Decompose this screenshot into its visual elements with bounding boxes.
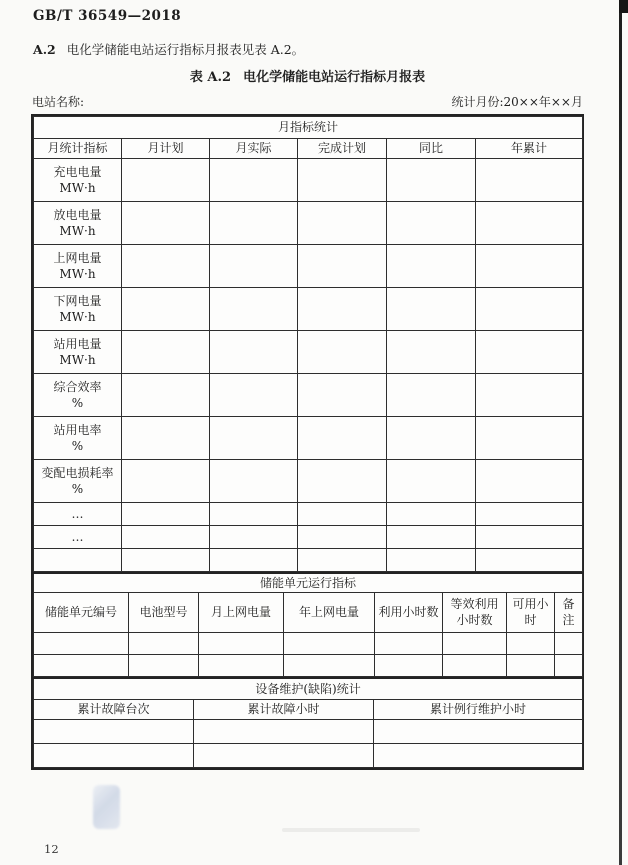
empty-cell	[387, 288, 476, 331]
column-header: 月统计指标	[34, 139, 122, 159]
table-row	[34, 417, 583, 460]
column-header	[443, 592, 507, 632]
maintenance-table	[33, 677, 583, 769]
table-row	[34, 526, 583, 549]
table-row	[34, 460, 583, 503]
empty-cell	[34, 632, 129, 654]
empty-cell	[129, 632, 199, 654]
empty-cell	[298, 288, 387, 331]
ellipsis-cell: …	[34, 503, 122, 526]
empty-cell	[298, 526, 387, 549]
indicator-label: 综合效率	[53, 379, 102, 394]
empty-cell	[555, 654, 583, 676]
empty-cell	[284, 632, 375, 654]
empty-cell	[210, 245, 298, 288]
clause-number: A.2	[33, 42, 56, 57]
column-header: 月实际	[210, 139, 298, 159]
indicator-cell	[34, 202, 122, 245]
empty-cell	[210, 331, 298, 374]
header-row	[34, 592, 583, 632]
empty-cell	[129, 654, 199, 676]
empty-cell	[298, 202, 387, 245]
empty-cell	[298, 460, 387, 503]
indicator-cell	[34, 288, 122, 331]
indicator-cell	[34, 374, 122, 417]
table-row	[34, 549, 583, 572]
empty-cell	[298, 159, 387, 202]
column-header: 累计故障台次	[34, 700, 194, 720]
empty-cell	[122, 374, 210, 417]
indicator-label: 站用电率	[53, 422, 102, 437]
empty-cell	[476, 202, 583, 245]
table-row	[34, 245, 583, 288]
empty-cell	[122, 460, 210, 503]
empty-cell	[194, 744, 374, 768]
indicator-unit: %	[71, 396, 84, 410]
header-row	[34, 139, 583, 159]
column-header: 利用小时数	[375, 592, 443, 632]
empty-cell	[199, 632, 284, 654]
empty-cell	[387, 245, 476, 288]
empty-cell	[476, 159, 583, 202]
empty-cell	[210, 526, 298, 549]
empty-cell	[387, 374, 476, 417]
indicator-label: 变配电损耗率	[41, 465, 114, 480]
clause-line	[33, 40, 304, 58]
indicator-label: 放电电量	[53, 207, 102, 222]
empty-cell	[374, 720, 583, 744]
column-header: 累计例行维护小时	[374, 700, 583, 720]
header-row	[34, 700, 583, 720]
table-row	[34, 744, 583, 768]
empty-cell	[476, 549, 583, 572]
column-header: 储能单元编号	[34, 592, 129, 632]
empty-cell	[34, 549, 122, 572]
column-header: 年累计	[476, 139, 583, 159]
empty-cell	[122, 331, 210, 374]
empty-cell	[34, 744, 194, 768]
empty-cell	[210, 374, 298, 417]
empty-cell	[476, 503, 583, 526]
empty-cell	[387, 417, 476, 460]
empty-cell	[122, 202, 210, 245]
empty-cell	[387, 159, 476, 202]
empty-cell	[122, 288, 210, 331]
table-caption	[32, 66, 583, 85]
empty-cell	[555, 632, 583, 654]
indicator-label: 上网电量	[53, 250, 102, 265]
empty-cell	[122, 245, 210, 288]
empty-cell	[375, 654, 443, 676]
column-header: 月上网电量	[199, 592, 284, 632]
column-header-text: 等效利用小时数	[450, 596, 499, 627]
empty-cell	[476, 526, 583, 549]
section-title-row	[34, 678, 583, 700]
empty-cell	[199, 654, 284, 676]
empty-cell	[507, 654, 555, 676]
scan-artifact-corner	[619, 0, 628, 13]
scan-smudge	[282, 828, 420, 832]
empty-cell	[443, 632, 507, 654]
indicator-cell	[34, 159, 122, 202]
indicator-unit: MW·h	[59, 224, 96, 238]
empty-cell	[210, 288, 298, 331]
storage-unit-table	[33, 572, 583, 677]
indicator-unit: MW·h	[59, 353, 96, 367]
empty-cell	[476, 331, 583, 374]
empty-cell	[375, 632, 443, 654]
empty-cell	[298, 417, 387, 460]
empty-cell	[443, 654, 507, 676]
indicator-unit: %	[71, 482, 84, 496]
ellipsis-cell: …	[34, 526, 122, 549]
empty-cell	[387, 202, 476, 245]
empty-cell	[476, 288, 583, 331]
column-header: 可用小时	[507, 592, 555, 632]
empty-cell	[210, 159, 298, 202]
column-header: 完成计划	[298, 139, 387, 159]
indicator-unit: %	[71, 439, 84, 453]
empty-cell	[122, 549, 210, 572]
section-title-row	[34, 573, 583, 592]
column-header: 备注	[555, 592, 583, 632]
section-title: 月指标统计	[34, 117, 583, 139]
empty-cell	[210, 503, 298, 526]
station-name-label: 电站名称:	[32, 95, 85, 109]
empty-cell	[476, 374, 583, 417]
table-caption-number: 表 A.2	[189, 70, 232, 85]
column-header: 同比	[387, 139, 476, 159]
indicator-cell	[34, 460, 122, 503]
clause-text: 电化学储能电站运行指标月报表见表 A.2。	[66, 42, 305, 57]
indicator-label: 充电电量	[53, 164, 102, 179]
monthly-indicators-table	[33, 116, 583, 572]
empty-cell	[298, 549, 387, 572]
column-header: 年上网电量	[284, 592, 375, 632]
empty-cell	[387, 460, 476, 503]
empty-cell	[122, 503, 210, 526]
section-title: 设备维护(缺陷)统计	[34, 678, 583, 700]
doc-code: GB/T 36549—2018	[33, 8, 182, 24]
empty-cell	[298, 331, 387, 374]
empty-cell	[507, 632, 555, 654]
table-meta-row	[32, 93, 583, 110]
table-caption-title: 电化学储能电站运行指标月报表	[243, 70, 426, 85]
table-row	[34, 374, 583, 417]
empty-cell	[298, 503, 387, 526]
indicator-unit: MW·h	[59, 181, 96, 195]
section-title: 储能单元运行指标	[34, 573, 583, 592]
empty-cell	[476, 460, 583, 503]
indicator-label: 站用电量	[53, 336, 102, 351]
empty-cell	[210, 417, 298, 460]
empty-cell	[387, 526, 476, 549]
empty-cell	[476, 417, 583, 460]
table-row	[34, 159, 583, 202]
stat-month-label: 统计月份:20××年××月	[451, 95, 583, 109]
empty-cell	[210, 202, 298, 245]
table-row	[34, 503, 583, 526]
indicator-label: 下网电量	[53, 293, 102, 308]
column-header: 电池型号	[129, 592, 199, 632]
empty-cell	[374, 744, 583, 768]
indicator-cell	[34, 331, 122, 374]
empty-cell	[298, 245, 387, 288]
scan-watermark-blob	[93, 785, 120, 829]
empty-cell	[476, 245, 583, 288]
table-row	[34, 632, 583, 654]
scan-artifact-line	[619, 0, 622, 865]
indicator-cell	[34, 245, 122, 288]
empty-cell	[210, 460, 298, 503]
empty-cell	[34, 654, 129, 676]
table-row	[34, 654, 583, 676]
empty-cell	[210, 549, 298, 572]
table-row	[34, 202, 583, 245]
table-row	[34, 288, 583, 331]
report-table	[31, 114, 584, 770]
empty-cell	[298, 374, 387, 417]
empty-cell	[34, 720, 194, 744]
section-title-row	[34, 117, 583, 139]
empty-cell	[122, 417, 210, 460]
empty-cell	[284, 654, 375, 676]
empty-cell	[387, 503, 476, 526]
empty-cell	[122, 159, 210, 202]
column-header: 月计划	[122, 139, 210, 159]
indicator-unit: MW·h	[59, 310, 96, 324]
table-row	[34, 331, 583, 374]
page-number: 12	[44, 842, 59, 856]
empty-cell	[122, 526, 210, 549]
empty-cell	[387, 549, 476, 572]
column-header: 累计故障小时	[194, 700, 374, 720]
table-row	[34, 720, 583, 744]
indicator-unit: MW·h	[59, 267, 96, 281]
indicator-cell	[34, 417, 122, 460]
empty-cell	[194, 720, 374, 744]
empty-cell	[387, 331, 476, 374]
